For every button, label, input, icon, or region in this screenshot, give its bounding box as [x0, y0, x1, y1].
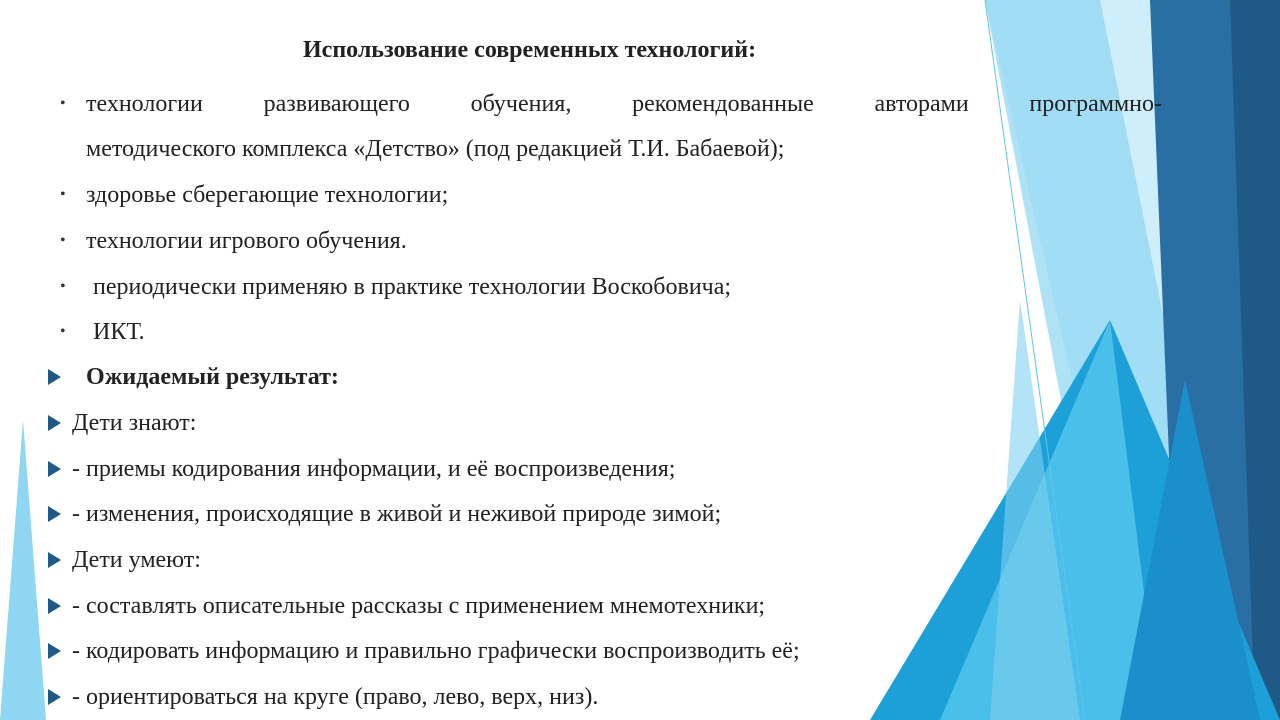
- word: обучения,: [470, 91, 572, 117]
- bullet-dot-2: •: [60, 186, 66, 203]
- arrow-item-4: Дети умеют:: [72, 547, 201, 573]
- arrow-bullet-icon: [48, 506, 61, 522]
- arrow-bullet-icon: [48, 689, 61, 705]
- arrow-bullet-icon: [48, 369, 61, 385]
- arrow-bullet-icon: [48, 415, 61, 431]
- bullet-1-line-1: [86, 90, 1162, 118]
- bullet-4: периодически применяю в практике технологии Воскобовича;: [93, 274, 732, 300]
- arrow-bullet-icon: [48, 598, 61, 614]
- word: технологии: [86, 91, 203, 117]
- bullet-2: здоровье сберегающие технологии;: [86, 182, 449, 208]
- bullet-dot-1: •: [60, 95, 66, 112]
- arrow-item-6: - кодировать информацию и правильно графически воспроизводить её;: [72, 638, 800, 664]
- arrow-bullet-icon: [48, 643, 61, 659]
- arrow-item-2: - приемы кодирования информации, и её воспроизведения;: [72, 456, 676, 482]
- word: развивающего: [263, 91, 410, 117]
- word: рекомендованные: [632, 91, 814, 117]
- slide-title: Использование современных технологий:: [303, 37, 757, 63]
- result-heading: Ожидаемый результат:: [86, 364, 339, 390]
- bullet-1-line-2: методического комплекса «Детство» (под редакцией Т.И. Бабаевой);: [86, 136, 785, 162]
- word: программно-: [1029, 91, 1162, 117]
- bullet-dot-3: •: [60, 232, 66, 249]
- arrow-item-1: Дети знают:: [72, 410, 197, 436]
- arrow-item-7: - ориентироваться на круге (право, лево, верх, низ).: [72, 684, 599, 710]
- bullet-3: технологии игрового обучения.: [86, 228, 407, 254]
- arrow-bullet-icon: [48, 461, 61, 477]
- bullet-5: ИКТ.: [93, 319, 145, 345]
- bullet-dot-5: •: [60, 323, 66, 340]
- word: авторами: [874, 91, 969, 117]
- bullet-dot-4: •: [60, 278, 66, 295]
- arrow-item-3: - изменения, происходящие в живой и неживой природе зимой;: [72, 501, 722, 527]
- arrow-item-5: - составлять описательные рассказы с применением мнемотехники;: [72, 593, 766, 619]
- arrow-bullet-icon: [48, 552, 61, 568]
